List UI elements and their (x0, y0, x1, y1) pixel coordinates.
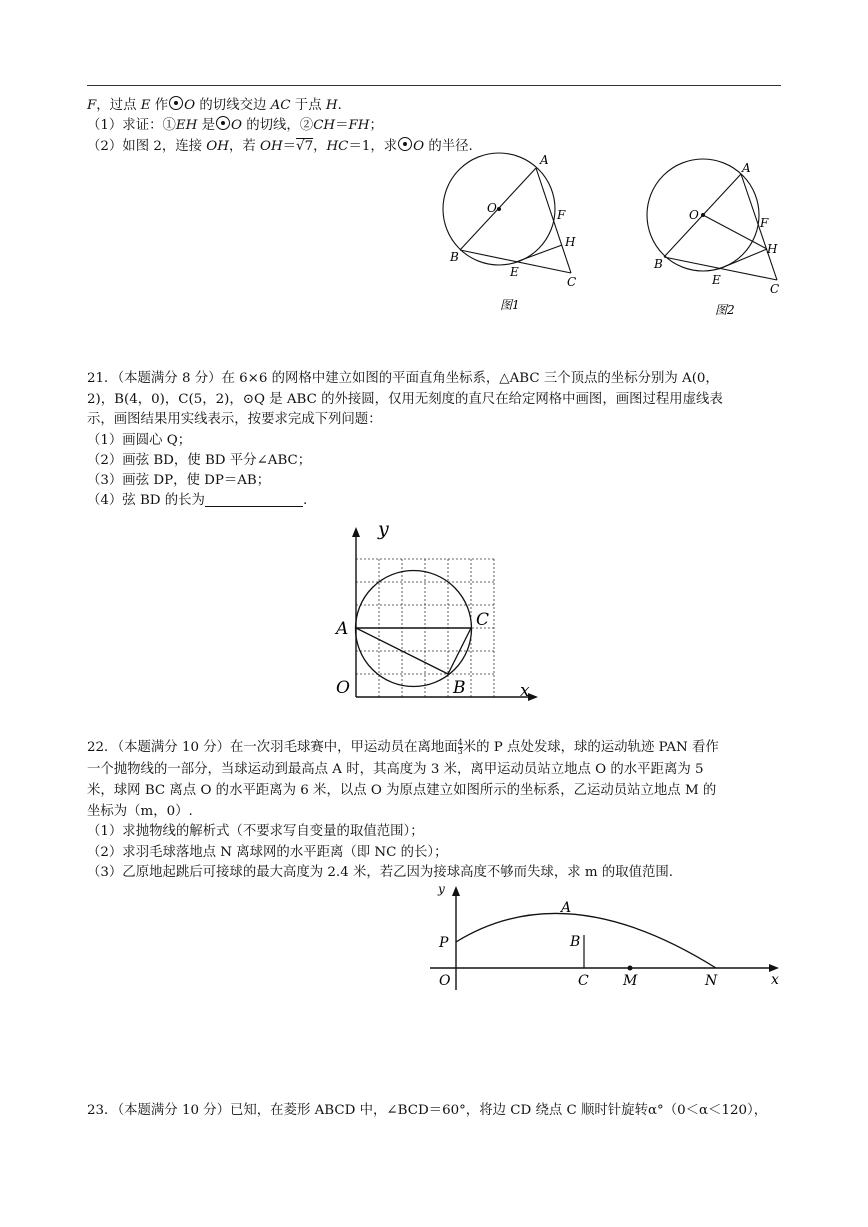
q22-stem-line-2: 一个抛物线的一部分，当球运动到最高点 A 时，其高度为 3 米，离甲运动员站立地点 O 的水平距离为 5 (87, 762, 704, 777)
answer-blank[interactable] (205, 492, 303, 507)
fig1-label-e: E (510, 265, 519, 279)
q21-label-y: y (378, 518, 389, 540)
sqrt-seven: √7 (296, 139, 314, 154)
fig2-caption: 图2 (715, 303, 735, 317)
q22-stem-line-4: 坐标为（m，0）. (87, 804, 193, 819)
q20-text: AC (270, 98, 291, 113)
q21-label-b: B (453, 678, 466, 698)
q20-text: ； (369, 118, 383, 133)
q20-text: E (140, 98, 151, 113)
fig2-label-o: O (689, 208, 699, 222)
q22-stem-line-1 (87, 738, 719, 758)
fig2-label-f: F (760, 216, 769, 230)
q21-item-2: （2）画弦 BD，使 BD 平分∠ABC； (87, 453, 312, 468)
fig1-label-o: O (487, 201, 497, 215)
fig2-segment-oh (703, 215, 767, 249)
fig1-label-b: B (450, 250, 459, 264)
q20-text: O (413, 139, 425, 154)
q20-text: ，过点 (96, 98, 141, 113)
q21-item-4-text: （4）弦 BD 的长为 (87, 493, 205, 508)
q22-text: 22．（本题满分 10 分）在一次羽毛球赛中，甲运动员在离地面 (87, 740, 458, 755)
q22-item-1: （1）求抛物线的解析式（不要求写自变量的取值范围）； (87, 824, 424, 839)
q22-item-2: （2）求羽毛球落地点 N 离球网的水平距离（即 NC 的长）； (87, 845, 448, 860)
q21-label-a: A (336, 619, 349, 639)
fig2-label-c: C (770, 282, 780, 296)
fig1-center-point (497, 207, 501, 211)
q22-y-axis-arrow (452, 886, 460, 896)
q22-parabola-pan (456, 913, 716, 968)
q20-text: 的半径. (424, 139, 473, 154)
fig2-label-e: E (712, 273, 721, 287)
q22-parabola-figure (425, 880, 785, 995)
q20-text: ，若 (228, 139, 260, 154)
fig2-label-a: A (742, 161, 751, 175)
q22-label-p: P (439, 935, 449, 951)
q22-x-axis-arrow (769, 964, 779, 972)
q20-text: O (184, 98, 196, 113)
q20-text: F (87, 98, 97, 113)
q22-label-m: M (623, 973, 638, 989)
fig1-label-f: F (557, 208, 566, 222)
q20-text: 作 (150, 98, 169, 113)
q22-label-x: x (771, 972, 779, 988)
q20-text: OH (206, 139, 229, 154)
fig1-label-h: H (565, 235, 576, 249)
q20-text: CH (313, 118, 336, 133)
q20-text: EH (175, 118, 198, 133)
q21-label-o: O (336, 678, 350, 698)
q21-stem-line-3: 示，画图结果用实线表示，按要求完成下列问题： (87, 412, 382, 427)
circle-dot-symbol (398, 137, 412, 151)
fraction-numerator: 4 (457, 738, 463, 747)
q20-continuation (87, 96, 342, 116)
header-rule (87, 85, 781, 86)
fig1-side-ac (536, 168, 571, 273)
q21-stem-line-2: 2)，B(4，0)，C(5，2)，⊙Q 是 ABC 的外接圆，仅用无刻度的直尺在给定网格中画图，画图过程用虚线表 (87, 392, 723, 407)
q21-item-4 (87, 491, 307, 511)
q20-text: 于点 (290, 98, 326, 113)
q22-label-y: y (438, 882, 445, 896)
q22-point-m (628, 966, 633, 971)
q20-text: 的切线，② (241, 118, 314, 133)
q22-label-n: N (705, 973, 718, 989)
q20-text: H (325, 98, 338, 113)
q22-label-b: B (570, 934, 581, 950)
fig2-tangent-eh (719, 249, 767, 269)
q20-figure-1 (440, 150, 590, 315)
q20-text: ＝ (282, 139, 297, 154)
q22-label-c: C (578, 973, 589, 989)
q22-text: 米的 P 点处发球，球的运动轨迹 PAN 看作 (462, 740, 719, 755)
q21-label-x: x (520, 681, 530, 701)
fraction-denominator: 3 (457, 747, 463, 756)
circle-dot-symbol (216, 116, 230, 130)
fig1-label-c: C (567, 275, 577, 289)
q20-text: OH (260, 139, 283, 154)
q21-item-1: （1）画圆心 Q； (87, 433, 192, 448)
fig1-caption: 图1 (500, 298, 520, 312)
q20-figure-2 (645, 152, 795, 322)
q20-text: . (337, 98, 342, 113)
q20-text: （2）如图 2，连接 (87, 139, 207, 154)
q20-text: 是 (197, 118, 215, 133)
q23-stem-line-1: 23．（本题满分 10 分）已知，在菱形 ABCD 中，∠BCD＝60°，将边 CD 绕点 C 顺时针旋转α°（0＜α＜120）， (87, 1103, 768, 1118)
q20-part-1 (87, 116, 383, 136)
q20-text: （1）求证：① (87, 118, 176, 133)
q20-part-2 (87, 137, 473, 157)
q20-text: ＝1，求 (348, 139, 398, 154)
q20-text: HC (326, 139, 349, 154)
q20-text: 的切线交边 (195, 98, 271, 113)
q22-label-a: A (561, 900, 572, 916)
fig2-label-b: B (654, 257, 663, 271)
q20-text: O (230, 118, 242, 133)
q22-item-3: （3）乙原地起跳后可接球的最大高度为 2.4 米，若乙因为接球高度不够而失球，求 m 的取值范围. (87, 865, 674, 880)
q21-stem-line-1: 21．（本题满分 8 分）在 6×6 的网格中建立如图的平面直角坐标系，△ABC 三个顶点的坐标分别为 A(0， (87, 371, 719, 386)
q20-text: ， (313, 139, 327, 154)
q21-item-3: （3）画弦 DP，使 DP＝AB； (87, 473, 271, 488)
q21-label-c: C (476, 610, 490, 630)
q21-grid-figure (330, 515, 550, 715)
q20-text: FH (348, 118, 370, 133)
q22-stem-line-3: 米，球网 BC 离点 O 的水平距离为 6 米，以点 O 为原点建立如图所示的坐标系，乙运动员站立地点 M 的 (87, 783, 717, 798)
fig2-side-ac (741, 174, 777, 280)
q22-label-o: O (439, 973, 451, 989)
q20-text: ＝ (335, 118, 349, 133)
q21-item-4-period: . (302, 493, 308, 508)
fig1-label-a: A (540, 153, 549, 167)
q21-y-axis-arrow (352, 527, 360, 537)
circle-dot-symbol (169, 96, 183, 110)
fig2-center-point (701, 213, 705, 217)
fig2-label-h: H (767, 242, 778, 256)
